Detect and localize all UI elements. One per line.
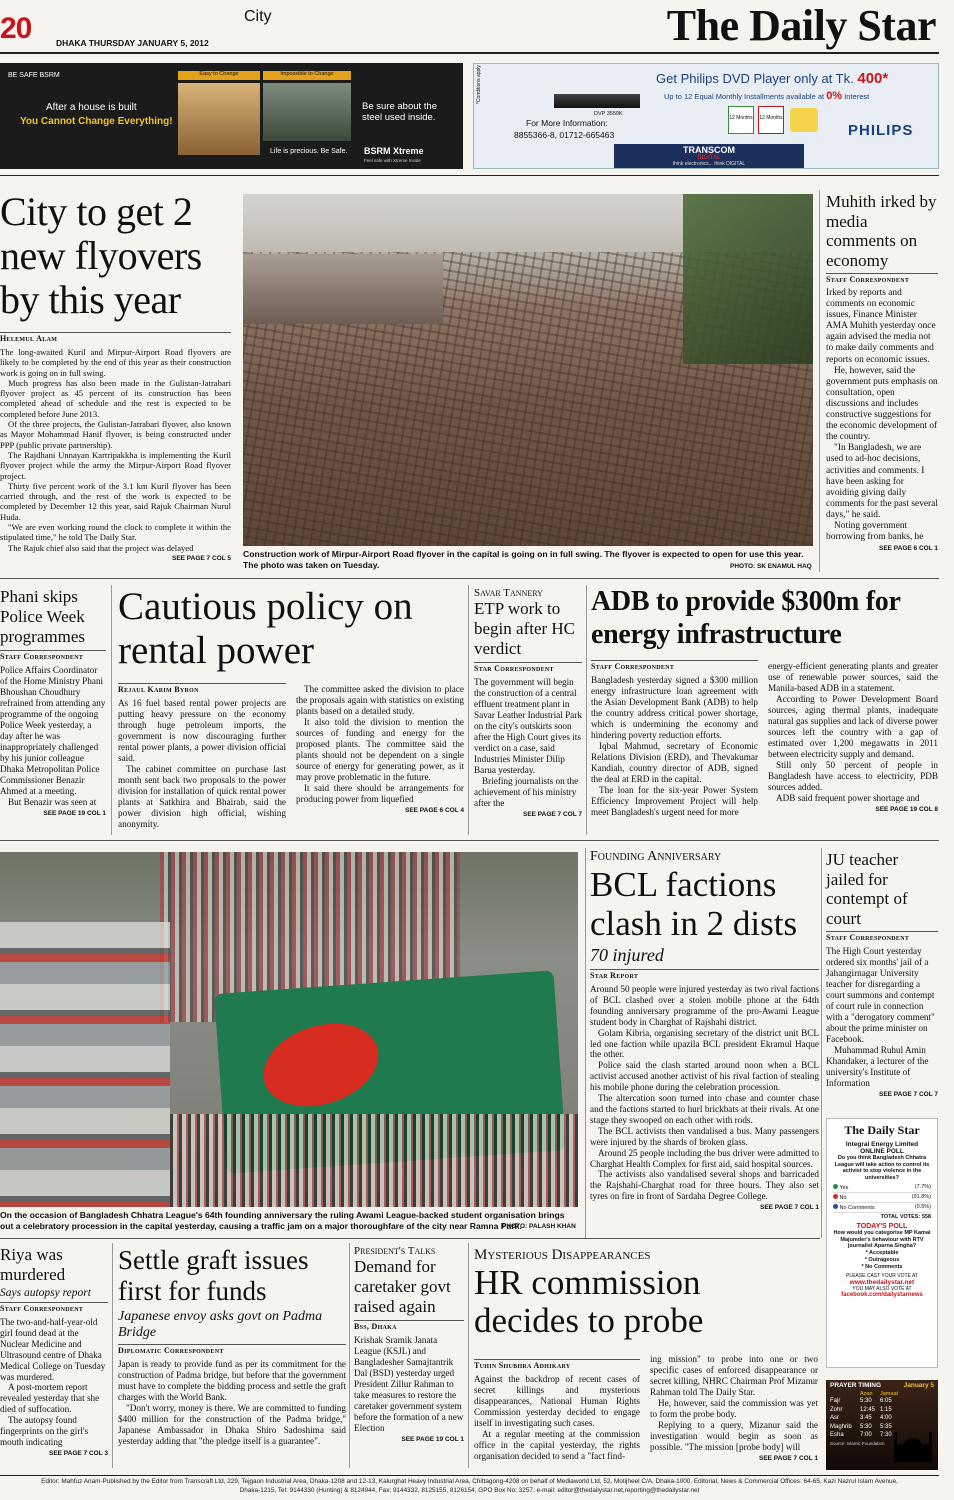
prayer-name: Esha (830, 1432, 844, 1438)
rental-paragraph: The committee asked the division to place the proposals again with statistics on existing plants based on a detailed study. (296, 684, 464, 716)
muhith-paragraph: Irked by reports and comments on economic issues, Finance Minister AMA Muhith yesterday once again advised the media not to make daily comments and reports on economic issues. (826, 288, 936, 365)
bsrm-easy-label: Easy to Change (178, 71, 260, 80)
bcl-paragraph: The activists also vandalised several shops and barricaded the Rajshahi-Charghat road for three hours. They also set tyres on fire in front of Sardaha Degree College. (590, 1169, 819, 1202)
photo-vehicles (0, 922, 170, 1207)
poll-result-value: (91.8%) (911, 1194, 931, 1200)
ads-rule (0, 175, 939, 176)
philips-badge-2: 12 Months (758, 106, 784, 134)
prayer-header (826, 1380, 938, 1391)
hr-col-2 (650, 1354, 818, 1462)
transcom-tag: think electronics... think DIGITAL (672, 161, 746, 167)
caretaker-kicker: President's Talks (354, 1245, 436, 1257)
col-rule (468, 1243, 469, 1468)
poll-total: TOTAL VOTES: 558 (880, 1214, 931, 1220)
poll-result-value: (7.7%) (914, 1184, 931, 1190)
poll-result-value: (0.5%) (914, 1204, 931, 1210)
muhith-byline: Staff Correspondent (826, 273, 938, 284)
philips-badge-1: 12 Months (728, 106, 754, 134)
lead-paragraph: The Rajuk chief also said that the project was delayed (8, 542, 194, 553)
philips-model: DVP 3550K (594, 111, 623, 117)
prayer-jamaat: 6:05 (880, 1398, 892, 1404)
adb-headline: ADB to provide $300m for energy infrastructure (591, 586, 901, 650)
lead-paragraph: Thirty five percent work of the 3.1 km Kuril flyover has been carried through, and the rest of the work is expected to be completed by December 12 this year, said Rajuk Chairman Nurul Huda. (0, 480, 231, 522)
hr-paragraph: At a regular meeting at the commission office in the capital yesterday, the rights organisation decided to send a "fact find- (474, 1429, 640, 1461)
lead-body (0, 347, 231, 553)
prayer-azan: 12:45 (860, 1406, 876, 1413)
etp-see-page: SEE PAGE 7 COL 7 (522, 811, 582, 818)
philips-brand: PHILIPS (848, 122, 914, 139)
phani-headline: Phani skips Police Week programmes (0, 587, 85, 646)
todays-poll-title: TODAY'S POLL (856, 1223, 908, 1230)
muhith-headline: Muhith irked by media comments on economy (826, 192, 937, 270)
phani-paragraph: Police Affairs Coordinator of the Home Ministry Phani Bhoushan Choudhury refrained from attending any programme of the ongoing Police Week yesterday, a day after he was inappropriately challenged by his junior colleague Dhaka Metropolitan Police Commissioner Benazir Ahmed at a meeting. (0, 665, 106, 796)
adb-paragraph: Still only 50 percent of people in Bangladesh have access to electricity, PDB sources added. (768, 760, 938, 792)
photo-trees (683, 194, 813, 364)
rental-see-page: SEE PAGE 6 COL 4 (404, 807, 464, 814)
footer-rule (0, 1475, 939, 1476)
section-rule (0, 840, 939, 841)
col-rule (112, 1243, 113, 1468)
bsrm-building-image (263, 83, 351, 141)
hr-col-1 (474, 1356, 640, 1462)
prayer-row (830, 1406, 934, 1415)
bsrm-line2: You Cannot Change Everything! (20, 116, 173, 127)
footer-line-1: Editor: Mahfuz Anam-Published by the Editor from Transcraft Ltd, 229, Tejgaon Industrial Area, Dhaka-1208 and 12-13, Kalurghat Heavy Industrial Area, Chittagong-4208 on behalf of Mediaworld Ltd, 52, Motijheel C/A, Dhaka-1000. Editorial, News & Commercial Offices: 64-65, Kazi Nazrul Islam Avenue, (41, 1478, 898, 1485)
philips-ad[interactable] (473, 63, 939, 169)
hr-paragraph: Replying to a query, Mizanur said the investigation would begin as soon as possible. "The mission [probe body] will (650, 1420, 818, 1452)
adb-body-1 (591, 675, 758, 818)
poll-paper-logo: The Daily Star (844, 1123, 920, 1137)
hr-see-page: SEE PAGE 7 COL 1 (758, 1455, 818, 1462)
lead-story (0, 190, 231, 562)
prayer-name: Fajr (830, 1398, 841, 1404)
poll-option[interactable]: * No Comments (861, 1263, 903, 1270)
dateline: DHAKA THURSDAY JANUARY 5, 2012 (56, 38, 209, 48)
prayer-jamaat: 5:35 (880, 1423, 892, 1430)
flyover-credit: PHOTO: SK ENAMUL HAQ (730, 563, 812, 570)
phani-body (0, 665, 106, 808)
philips-headline: Get Philips DVD Player only at Tk. (656, 71, 854, 86)
lead-paragraph: "We are even working round the clock to complete it within the stipulated time," he told The Daily Star. (0, 522, 231, 543)
ju-story (826, 850, 938, 1098)
bcl-paragraph: The BCL activists then vandalised a bus. Many passengers were injured by the shards of broken glass. (590, 1125, 819, 1147)
phani-byline: Staff Correspondent (0, 650, 106, 661)
lead-paragraph: Much progress has also been made in the Gulistan-Jatrabari flyover project as 45 percent of its construction has been completed ahead of schedule and the rest is expected to be completed before June 2013. (0, 377, 231, 419)
etp-body (474, 677, 582, 809)
hr-paragraph: Against the backdrop of recent cases of secret killings and mysterious disappearances, National Human Rights Commission yesterday decided to engage itself in investigating such cases. (474, 1374, 640, 1428)
section-rule (0, 578, 939, 579)
graft-paragraph: Japan is ready to provide fund as per its commitment for the construction of Padma bridge, but before that the government must have to complete the bidding process and settle the graft charges with the World Bank. (118, 1359, 346, 1402)
caretaker-see-page: SEE PAGE 19 COL 1 (401, 1436, 464, 1443)
rental-paragraph: It said there should be arrangements for producing power from liquefied (296, 783, 464, 804)
bsrm-right-text: Be sure about the steel used inside. (362, 101, 437, 123)
transcom-sub: DIGITAL (697, 155, 721, 161)
bcl-paragraph: The altercation soon turned into chase and counter chase and the factions started to hurl brickbats at their rivals. At one stage they swooped on each other with rods. (590, 1093, 819, 1125)
prayer-date: January 5 (903, 1382, 934, 1389)
prayer-azan: 3:45 (860, 1415, 872, 1421)
section-rule (0, 1238, 820, 1239)
muhith-see-page: SEE PAGE 6 COL 1 (878, 545, 938, 553)
prayer-jamaat: 4:00 (880, 1415, 892, 1421)
col-rule (349, 1243, 350, 1468)
hr-paragraph: He, however, said the commission was yet to form the probe body. (650, 1398, 818, 1419)
bsrm-product: BSRM Xtreme (364, 146, 424, 156)
col-rule (585, 848, 586, 1238)
etp-byline: Star Correspondent (474, 662, 582, 673)
footer-line-2: Dhaka-1215, Tel: 9144330 (Hunting) & 8124944, Fax: 9144332, 8125155, 8126154, GPO Box No: 3257, e-mail: editor@thedailystar.net,reporting@thedailystar.net (239, 1486, 700, 1494)
adb-paragraph: The loan for the six-year Power System Efficiency Improvement Project will help meet Bangladesh's urgent need for more (591, 785, 758, 817)
online-poll[interactable] (826, 1118, 938, 1368)
rental-paragraph: The cabinet committee on purchase last month sent back two proposals to the power division for installation of quick rental power plants at Satkhira and Bhairab, said the power division high official, wishing anonymity. (118, 764, 286, 829)
todays-poll-options (827, 1250, 937, 1271)
caretaker-paragraph: Krishak Sramik Janata League (KSJL) and Bangladesher Samajtantrik Dal (BSD) yesterday urged President Zillur Rahman to take measures to restore the caretaker government system before the formation of a new Election (354, 1335, 464, 1433)
ju-headline: JU teacher jailed for contempt of court (826, 850, 908, 928)
transcom-label: TRANSCOM (683, 145, 735, 155)
prayer-azan: 5:30 (860, 1398, 872, 1404)
bank-card-icon (790, 108, 818, 132)
caretaker-body (354, 1335, 464, 1434)
poll-result-row (833, 1183, 931, 1193)
adb-paragraph: Bangladesh yesterday signed a $300 million energy infrastructure loan agreement with the Asian Development Bank (ADB) to help the country address critical power shortage, which is undermining the economy and hindering poverty reduction efforts. (591, 675, 758, 740)
ju-byline: Staff Correspondent (826, 931, 938, 942)
caretaker-byline: Bss, Dhaka (354, 1320, 464, 1331)
etp-paragraph: The government will begin the construction of a central effluent treatment plant in Savar Leather Industrial Park on the city's outskirts soon after the High Court gives its verdict on a case, said Industries Minister Dilip Barua yesterday. (474, 677, 582, 775)
adb-paragraph: ADB said frequent power shortage and (776, 793, 920, 803)
prayer-source: Source: Islamic Foundation (830, 1440, 885, 1446)
graft-body (118, 1359, 346, 1447)
riya-see-page: SEE PAGE 7 COL 3 (48, 1449, 108, 1457)
poll-result-label: No (833, 1194, 847, 1201)
hr-body-1 (474, 1374, 640, 1462)
philips-rate: 0% (826, 90, 843, 102)
poll-dot-icon (833, 1184, 838, 1189)
caretaker-story (354, 1245, 464, 1443)
lead-headline: City to get 2 new flyovers by this year (0, 189, 202, 322)
page-number: 20 (0, 12, 32, 45)
ju-paragraph: The High Court yesterday ordered six months' jail of a Jahangirnagar University teacher for disregarding a court summons and contempt of court rule in connection with a "derogatory comment" about the prime minister on Facebook. (826, 946, 935, 1044)
rental-col-1 (118, 680, 286, 830)
bsrm-impossible-label: Impossible to Change (263, 71, 351, 80)
adb-col-1 (591, 657, 758, 818)
masthead (0, 0, 954, 58)
prayer-name: Asr (830, 1415, 839, 1421)
col-rule (468, 585, 469, 835)
mosque-icon (894, 1432, 932, 1462)
hr-byline: Tuhin Shubhra Adhikary (474, 1359, 640, 1370)
etp-paragraph: Briefing journalists on the achievement of his ministry after the (474, 776, 579, 808)
lead-byline: Helemul Alam (0, 332, 231, 343)
photo-road (243, 254, 443, 324)
graft-subhead: Japanese envoy asks govt on Padma Bridge (118, 1309, 323, 1340)
flyover-photo (243, 194, 813, 546)
bsrm-door-image (178, 83, 260, 155)
riya-byline: Staff Correspondent (0, 1302, 108, 1313)
prayer-jamaat: 1:15 (880, 1406, 892, 1413)
prayer-row (830, 1397, 934, 1406)
rental-body-1 (118, 698, 286, 830)
prayer-col-jamaat: Jamaat (880, 1391, 899, 1397)
poll-dot-icon (833, 1194, 838, 1199)
rally-photo (0, 852, 578, 1207)
poll-facebook-link[interactable]: facebook.com/dailystarnews (841, 1291, 923, 1298)
graft-byline: Diplomatic Correspondent (118, 1344, 346, 1355)
hr-story (474, 1247, 819, 1462)
rental-headline: Cautious policy on rental power (118, 585, 413, 672)
riya-headline: Riya was murdered (0, 1245, 66, 1284)
muhith-paragraph: He, however, said the government puts emphasis on consultation, open discussions and includes constructive suggestions for the economic development of the country. (826, 365, 938, 443)
phani-story (0, 587, 106, 817)
adb-body-2 (768, 661, 938, 804)
bsrm-product-sub: Feel safe with Xtreme Inside (364, 158, 421, 163)
poll-result-row (833, 1193, 931, 1203)
poll-option[interactable]: * Outrageous (864, 1256, 900, 1263)
ju-body (826, 946, 938, 1089)
bcl-headline: BCL factions clash in 2 dists (590, 865, 798, 943)
muhith-paragraph: "In Bangladesh, we are used to ad-hoc decisions, activities and comments. I have been asking for avoiding giving daily comments for the past several days," he said. (826, 443, 938, 520)
poll-sponsor: Integral Energy Limited (845, 1141, 919, 1148)
todays-poll-question: How would you categorise MP Kamal Majumder's behaviour with RTV journalist Aparna Singha? (833, 1230, 931, 1249)
prayer-title: PRAYER TIMING (830, 1382, 882, 1389)
bcl-paragraph: Around 25 people including the bus driver were admitted to Charghat Health Complex for first aid, said hospital sources. (590, 1147, 819, 1169)
etp-story (474, 587, 582, 818)
riya-body (0, 1317, 108, 1448)
bcl-paragraph: Around 50 people were injured yesterday as two rival factions of BCL clashed over a stolen mobile phone at the 64th founding anniversary programme of the pro-Awami League student body in Charghat of Rajshahi district. (590, 984, 819, 1027)
poll-result-row (833, 1203, 931, 1213)
prayer-azan: 5:30 (860, 1423, 872, 1430)
hr-paragraph: ing mission" to probe into one or two specific cases of enforced disappearance or secret killing, NHRC Chairman Prof Mizanur Rahman told The Daily Star. (650, 1354, 818, 1397)
caretaker-headline: Demand for caretaker govt raised again (354, 1257, 451, 1316)
adb-paragraph: Iqbal Mahmud, secretary of Economic Relations Division (ERD), and Thevakumar Kandiah, country director of ADB, signed the deal at ERD in the capital. (591, 741, 758, 784)
adb-byline: Staff Correspondent (591, 660, 758, 671)
riya-paragraph: The autopsy found fingerprints on the girl's mouth indicating (0, 1415, 89, 1447)
prayer-row (830, 1414, 934, 1423)
rental-byline: Rejaul Karim Byron (118, 683, 286, 694)
bcl-paragraph: Golam Kibria, organising secretary of the district unit BCL led one faction while upazila BCL president Ekramul Haque the other. (590, 1027, 819, 1060)
muhith-body (826, 288, 938, 543)
philips-conditions: *Conditions apply (476, 65, 482, 104)
philips-phones: 8855366-8, 01712-665463 (514, 130, 615, 140)
rental-paragraph: As 16 fuel based rental power projects are putting heavy pressure on the economy through huge petroleum imports, the government is now discouraging further rental power plants, a power division official said. (118, 698, 286, 763)
hr-body-2 (650, 1354, 818, 1453)
rental-paragraph: It also told the division to mention the sources of funding and energy for the proposed plants. The committee said the plants should not be dependent on a single source of energy for generating power, as it may prove problematic in the future. (296, 717, 464, 782)
graft-story (118, 1245, 346, 1447)
philips-info-label: For More Information: (526, 118, 608, 128)
etp-kicker: Savar Tannery (474, 587, 543, 599)
philips-rate-suffix: Interest (844, 92, 870, 101)
poll-results (827, 1181, 937, 1220)
col-rule (111, 585, 112, 835)
col-rule (819, 190, 820, 572)
lead-paragraph: The long-awaited Kuril and Mirpur-Airport Road flyovers are likely to be completed by the end of this year as their construction work is going on in full swing. (0, 347, 231, 378)
poll-also: YOU MAY ALSO VOTE AT (852, 1285, 912, 1292)
photo-marchers (170, 1114, 578, 1207)
adb-story (591, 585, 938, 817)
bsrm-line1: After a house is built (46, 102, 137, 113)
ju-see-page: SEE PAGE 7 COL 7 (878, 1091, 938, 1098)
etp-headline: ETP work to begin after HC verdict (474, 599, 576, 658)
rental-col-2 (296, 684, 464, 814)
lead-see-page: SEE PAGE 7 COL 5 (171, 554, 231, 562)
adb-paragraph: According to Power Development Board sources, aging thermal plants, inadequate natural gas supplies and lack of diverse power sources left the country with a gap of estimated over 1,200 megawatts in 2011 between electricity supply and demand. (768, 694, 938, 759)
rally-credit: PHOTO: PALASH KHAN (502, 1223, 576, 1230)
bcl-subhead: 70 injured (590, 945, 664, 965)
rental-body-2 (296, 684, 464, 805)
poll-dot-icon (833, 1204, 838, 1209)
prayer-timing (826, 1380, 938, 1470)
riya-subhead: Says autopsy report (0, 1287, 91, 1299)
ju-paragraph: Muhammad Ruhul Amin Khandaker, a lecturer of the university's Institute of Information (826, 1045, 929, 1088)
bcl-paragraph: Police said the clash started around noon when a BCL activist accused another activist of his rival faction of stealing his mobile phone during the celebration procession. (590, 1060, 819, 1093)
bsrm-tagline: Life is precious. Be Safe. (270, 148, 348, 155)
riya-paragraph: The two-and-half-year-old girl found dead at the Nuclear Medicine and Ultrasound centre of Dhaka Medical College on Tuesday was murdered. (0, 1317, 106, 1382)
prayer-name: Maghrib (830, 1423, 852, 1430)
bsrm-ad[interactable] (0, 63, 463, 169)
graft-paragraph: "Don't worry, money is there. We are committed to funding $400 million for the construction of the Padma bridge," Japanese Ambassador in Dhaka Shiro Sadoshima said yesterday adding that "the pledge itself is a guarantee". (118, 1403, 346, 1446)
philips-headline-row (656, 70, 888, 87)
poll-result-label: Yes (833, 1184, 848, 1191)
philips-sub-row (664, 90, 869, 102)
riya-paragraph: A post-mortem report revealed yesterday that she died of suffocation. (0, 1382, 100, 1415)
bcl-story (590, 849, 819, 1211)
muhith-story (826, 192, 938, 552)
adb-col-2 (768, 661, 938, 813)
poll-question: Do you think Bangladesh Chhatra League will take action to control its activist to stop violence in the universities? (834, 1155, 930, 1181)
poll-title: ONLINE POLL (860, 1148, 904, 1155)
dvd-player-image (554, 94, 640, 108)
riya-story (0, 1245, 108, 1457)
section-label: City (244, 8, 272, 25)
bcl-see-page: SEE PAGE 7 COL 1 (759, 1204, 819, 1212)
bcl-kicker: Founding Anniversary (590, 849, 722, 864)
masthead-rule (0, 52, 939, 54)
graft-headline: Settle graft issues first for funds (118, 1245, 309, 1306)
rental-story (118, 585, 464, 829)
bcl-byline: Star Report (590, 969, 819, 980)
phani-see-page: SEE PAGE 19 COL 1 (43, 810, 106, 817)
hr-kicker: Mysterious Disappearances (474, 1247, 651, 1263)
bcl-body (590, 984, 819, 1202)
muhith-paragraph: Noting government borrowing from banks, he (826, 520, 924, 543)
prayer-azan: 7:00 (860, 1432, 872, 1438)
paper-logo: The Daily Star (666, 1, 936, 50)
bsrm-brand: BE SAFE BSRM (8, 72, 60, 79)
col-rule (821, 848, 822, 1238)
lead-paragraph: The Rajdhani Unnayan Kartripakkha is implementing the Kuril flyover project while the army the Mirpur-Airport Road flyover project. (0, 449, 231, 481)
poll-option[interactable]: * Acceptable (865, 1249, 899, 1256)
footer-imprint (0, 1478, 939, 1495)
prayer-name: Zohr (830, 1406, 843, 1413)
poll-cast-line: PLEASE CAST YOUR VOTE AT (846, 1272, 918, 1279)
prayer-col-azan: Azan (860, 1391, 873, 1397)
rally-caption: On the occasion of Bangladesh Chhatra League's 64th founding anniversary the ruling Awami League-backed student organisation brings out a celebratory procession in the capital yesterday, causing a traffic jam on a major thoroughfare of the city near Ramna Park. (0, 1210, 565, 1231)
adb-see-page: SEE PAGE 19 COL 8 (875, 806, 938, 813)
flyover-caption: Construction work of Mirpur-Airport Road flyover in the capital is going on in full swing. The flyover is expected to open for use this year. The photo was taken on Tuesday. (243, 549, 804, 570)
philips-sub: Up to 12 Equal Monthly Installments available at (664, 92, 825, 101)
prayer-row (830, 1423, 934, 1432)
poll-site-link[interactable]: www.thedailystar.net (849, 1278, 915, 1286)
philips-price: 400* (857, 70, 889, 87)
poll-result-label: No Comments (833, 1204, 875, 1211)
prayer-jamaat: 7:30 (880, 1432, 892, 1438)
transcom-bar (614, 144, 804, 169)
adb-paragraph: energy-efficient generating plants and greater use of renewable power sources, said the Manila-based ADB in a statement. (768, 661, 938, 693)
phani-paragraph: But Benazir was seen at (8, 797, 97, 807)
lead-paragraph: Of the three projects, the Gulistan-Jatrabari flyover, also known as Mayor Mohammad Hanif flyover, is being constructed under PPP (public private partnership). (0, 419, 231, 450)
hr-headline: HR commission decides to probe (474, 1263, 704, 1340)
col-rule (586, 585, 587, 835)
